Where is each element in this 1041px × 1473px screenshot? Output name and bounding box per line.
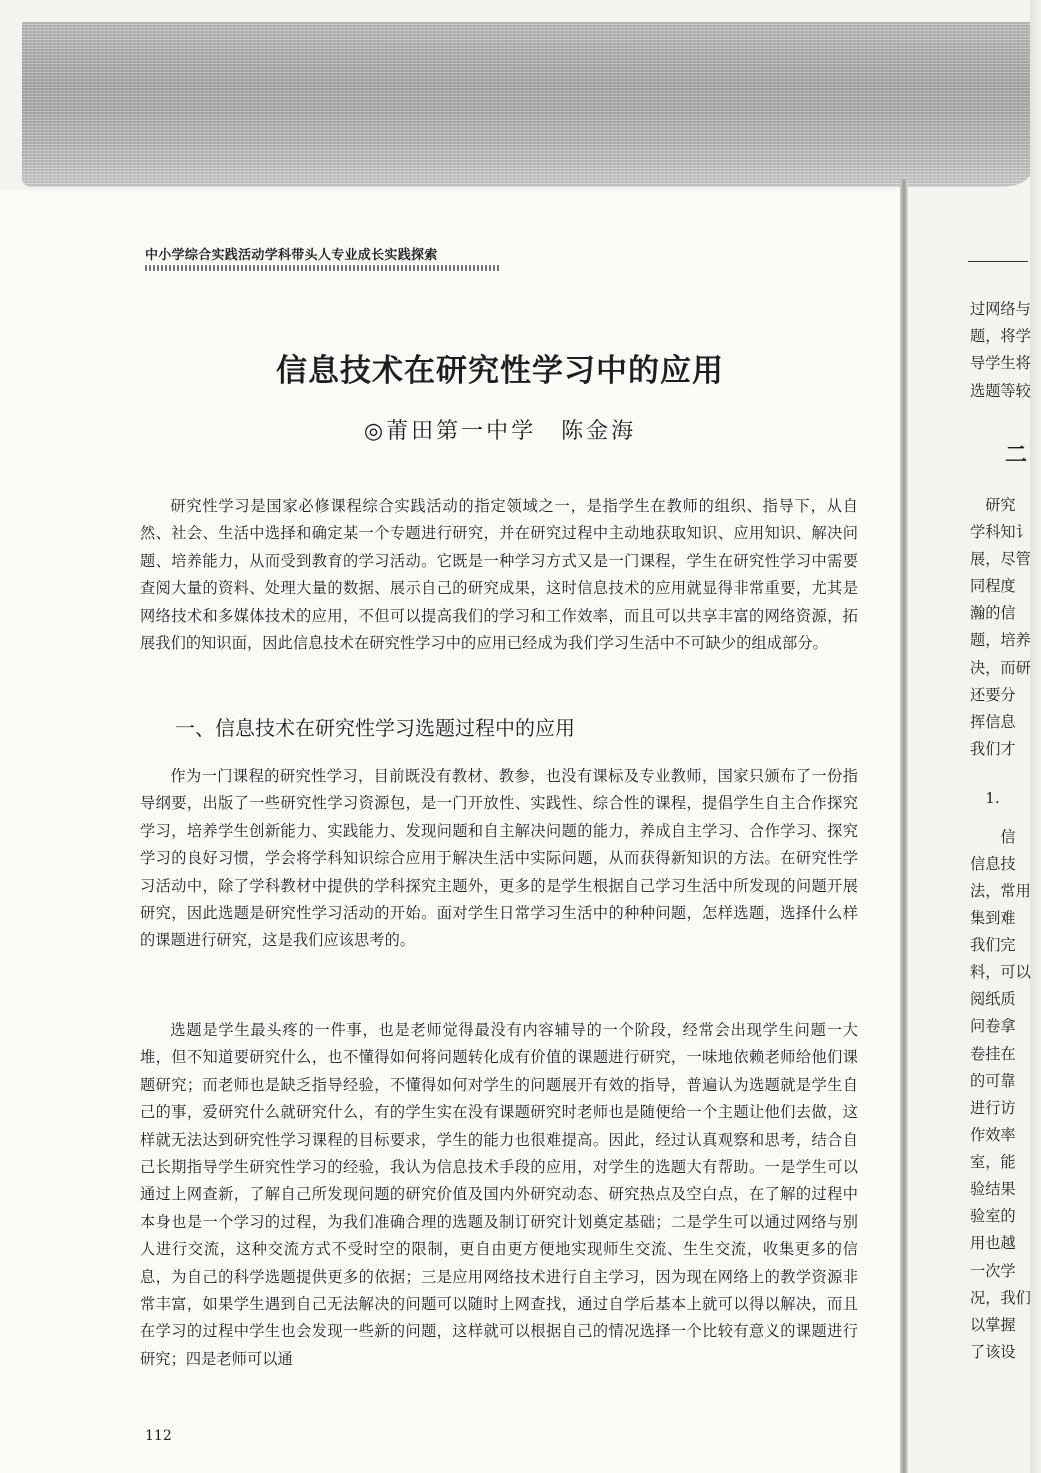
right-page-line: 况，我们 xyxy=(970,1289,1031,1307)
right-page-line: 集到难 xyxy=(970,909,1016,927)
right-page-line: 1. xyxy=(970,789,1000,807)
right-page-line: 问卷拿 xyxy=(970,1017,1016,1035)
right-page-line: 的可靠 xyxy=(970,1072,1016,1090)
right-page-line: 验结果 xyxy=(970,1180,1016,1198)
right-page-line: 用也越 xyxy=(970,1234,1016,1252)
right-page-line: 挥信息 xyxy=(970,713,1016,731)
right-page-line: 学科知讠 xyxy=(970,523,1031,541)
right-page-line: 研究 xyxy=(970,496,1016,514)
paragraph-2: 作为一门课程的研究性学习，目前既没有教材、教参，也没有课标及专业教师，国家只颁布了一份指导纲要，出版了一些研究性学习资源包，是一门开放性、实践性、综合性的课程，提倡学生自主合作探究学习，培养学生创新能力、实践能力、发现问题和自主解决问题的能力，养成自主学习、合作学习、探究学习的良好习惯，学会将学科知识综合应用于解决生活中实际问题，从而获得新知识的方法。在研究性学习活动中，除了学科教材中提供的学科探究主题外，更多的是学生根据自己学习生活中所发现的问题开展研究，因此选题是研究性学习活动的开始。面对学生日常学习生活中的种种问题，怎样选题，选择什么样的课题进行研究，这是我们应该思考的。 xyxy=(140,767,858,950)
right-page-line: 室，能 xyxy=(970,1153,1016,1171)
right-page-line: 我们才 xyxy=(970,740,1016,758)
right-page-line: 瀚的信 xyxy=(970,604,1016,622)
scan-top-margin xyxy=(0,0,1041,190)
right-page-line: 进行访 xyxy=(970,1099,1016,1117)
right-page-line: 信息技 xyxy=(970,855,1016,873)
right-page-rule xyxy=(968,261,1028,262)
right-page-line: 料，可以 xyxy=(970,963,1031,981)
page-number: 112 xyxy=(145,1428,172,1444)
right-page-line: 过网络与 xyxy=(970,300,1031,318)
right-page-line: 了该设 xyxy=(970,1343,1016,1361)
paragraph-3: 选题是学生最头疼的一件事，也是老师觉得最没有内容辅导的一个阶段，经常会出现学生问题一大堆，但不知道要研究什么，也不懂得如何将问题转化成有价值的课题进行研究，一味地依赖老师给他们课题研究；而老师也是缺乏指导经验，不懂得如何对学生的问题展开有效的指导，普遍认为选题就是学生自己的事，爱研究什么就研究什么，有的学生实在没有课题研究时老师也是随便给一个主题让他们去做，这样就无法达到研究性学习课程的目标要求，学生的能力也很难提高。因此，经过认真观察和思考，结合自己长期指导学生研究性学习的经验，我认为信息技术手段的应用，对学生的选题大有帮助。一是学生可以通过上网查新，了解自己所发现问题的研究价值及国内外研究动态、研究热点及空白点，在了解的过程中本身也是一个学习的过程，为我们准确合理的选题及制订研究计划奠定基础；二是学生可以通过网络与别人进行交流，这种交流方式不受时空的限制，更自由更方便地实现师生交流、生生交流，收集更多的信息，为自己的科学选题提供更多的依据；三是应用网络技术进行自主学习，因为现在网络上的教学资源非常丰富，如果学生遇到自己无法解决的问题可以随时上网查找，通过自学后基本上就可以得以解决，而且在学习的过程中学生也会发现一些新的问题，这样就可以根据自己的情况选择一个比较有意义的课题进行研究；四是老师可以通 xyxy=(140,1021,858,1368)
book-gutter xyxy=(900,180,908,1473)
right-page-line: 我们完 xyxy=(970,936,1016,954)
running-head: 中小学综合实践活动学科带头人专业成长实践探索 xyxy=(145,244,500,271)
author-byline: ◎莆田第一中学 陈金海 xyxy=(363,419,637,444)
right-page-line: 展，尽管 xyxy=(970,550,1031,568)
right-page-line: 决，而研 xyxy=(970,659,1031,677)
right-page-line: 题，将学 xyxy=(970,327,1031,345)
section-heading-1: 一、信息技术在研究性学习选题过程中的应用 xyxy=(175,716,575,740)
right-page-line: 一次学 xyxy=(970,1262,1016,1280)
right-page-line: 验室的 xyxy=(970,1207,1016,1225)
right-page-line: 作效率 xyxy=(970,1126,1016,1144)
right-page-line: 卷挂在 xyxy=(970,1045,1016,1063)
right-page-line: 以掌握 xyxy=(970,1316,1016,1334)
right-page-line: 选题等较 xyxy=(970,382,1031,400)
right-page-line: 导学生将 xyxy=(970,354,1031,372)
paragraph-intro: 研究性学习是国家必修课程综合实践活动的指定领域之一，是指学生在教师的组织、指导下，从自然、社会、生活中选择和确定某一个专题进行研究，并在研究过程中主动地获取知识、应用知识、解决问题、培养能力，从而受到教育的学习活动。它既是一种学习方式又是一门课程，学生在研究性学习中需要查阅大量的资料、处理大量的数据、展示自己的研究成果，这时信息技术的应用就显得非常重要，尤其是网络技术和多媒体技术的应用，不但可以提高我们的学习和工作效率，而且可以共享丰富的网络资源，拓展我们的知识面，因此信息技术在研究性学习中的应用已经成为我们学习生活中不可缺少的组成部分。 xyxy=(140,497,858,653)
article-title: 信息技术在研究性学习中的应用 xyxy=(276,353,724,389)
scanner-artifact-band xyxy=(22,22,1032,187)
right-page-line: 同程度 xyxy=(970,577,1016,595)
right-page-line: 法，常用 xyxy=(970,882,1031,900)
right-page-section-fragment: 二 xyxy=(1005,443,1028,468)
right-page-line: 题，培养 xyxy=(970,631,1031,649)
right-page-line: 阅纸质 xyxy=(970,990,1016,1008)
right-page-line: 信 xyxy=(970,828,1016,846)
right-page-line: 还要分 xyxy=(970,686,1016,704)
